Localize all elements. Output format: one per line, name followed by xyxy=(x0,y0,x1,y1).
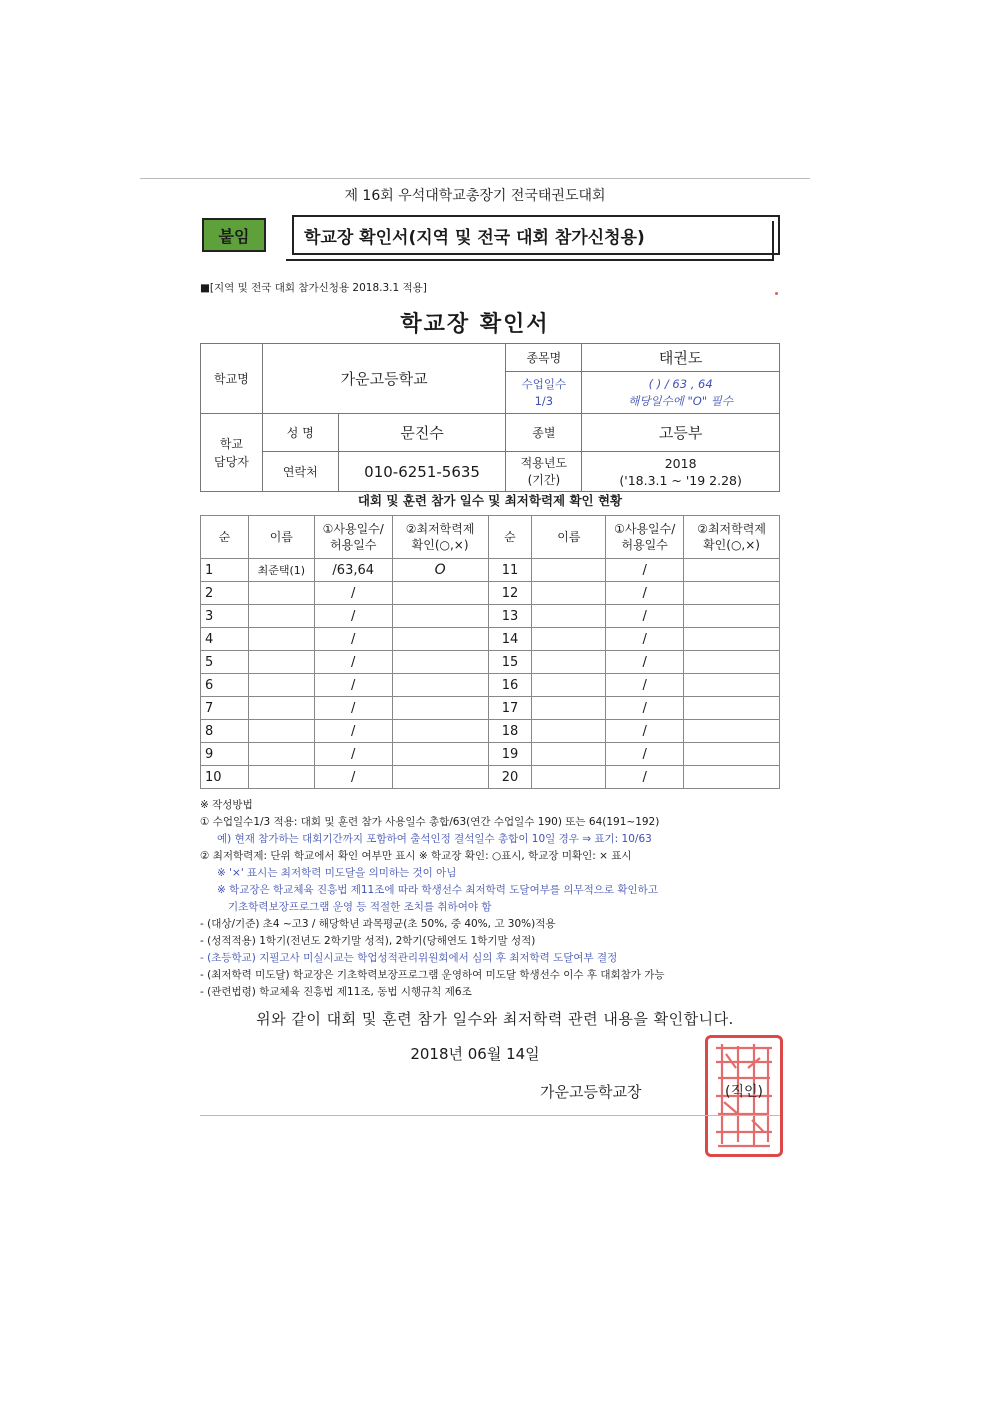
scan-speck xyxy=(775,292,778,295)
instructions xyxy=(200,797,800,1001)
row-check-right xyxy=(684,674,780,697)
participation-table xyxy=(200,515,780,789)
name-value: 문진수 xyxy=(338,414,506,452)
top-rule xyxy=(140,178,810,179)
bottom-rule xyxy=(200,1115,780,1116)
row-number-right: 20 xyxy=(488,766,532,789)
instruction-line: ① 수업일수1/3 적용: 대회 및 훈련 참가 사용일수 총합/63(연간 수업일수 190) 또는 64(191~192) xyxy=(200,816,660,828)
event-title: 제 16회 우석대학교총장기 전국태권도대회 xyxy=(344,188,606,204)
applicability-note: ■[지역 및 전국 대회 참가신청용 2018.3.1 적용] xyxy=(200,282,427,294)
name-label: 성 명 xyxy=(262,414,338,452)
row-number: 10 xyxy=(201,766,249,789)
row-check-right xyxy=(684,605,780,628)
form-heading xyxy=(292,215,780,255)
table-header-row xyxy=(201,516,780,559)
row-days-right: / xyxy=(606,766,684,789)
row-name xyxy=(248,582,314,605)
table-row xyxy=(201,743,780,766)
form-heading-text: 학교장 확인서(지역 및 전국 대회 참가신청용) xyxy=(304,227,645,248)
row-days: / xyxy=(314,720,392,743)
row-name-right xyxy=(532,697,606,720)
row-check xyxy=(392,766,488,789)
row-number-right: 17 xyxy=(488,697,532,720)
row-days: / xyxy=(314,628,392,651)
row-check-right xyxy=(684,628,780,651)
row-days-right: / xyxy=(606,674,684,697)
attendance-cell xyxy=(582,372,780,414)
row-name-right xyxy=(532,559,606,582)
table-row xyxy=(201,720,780,743)
row-number: 5 xyxy=(201,651,249,674)
instructions-title: ※ 작성방법 xyxy=(200,799,253,811)
instruction-line: - (최저학력 미도달) 학교장은 기초학력보장프로그램 운영하여 미도달 학생선수 이수 후 대회참가 가능 xyxy=(200,969,665,981)
row-check-right xyxy=(684,697,780,720)
scanned-document xyxy=(140,175,810,1165)
row-check-right xyxy=(684,582,780,605)
table-row xyxy=(201,628,780,651)
school-label: 학교명 xyxy=(201,344,263,414)
row-name-right xyxy=(532,605,606,628)
row-check xyxy=(392,697,488,720)
row-name-right xyxy=(532,743,606,766)
row-number-right: 12 xyxy=(488,582,532,605)
principal-name: 가운고등학교장 xyxy=(540,1083,642,1101)
row-check xyxy=(392,651,488,674)
row-check-right xyxy=(684,651,780,674)
row-days: /63,64 xyxy=(314,559,392,582)
row-name xyxy=(248,743,314,766)
table-row xyxy=(201,651,780,674)
table-row xyxy=(201,697,780,720)
info-table xyxy=(200,343,780,492)
row-number: 9 xyxy=(201,743,249,766)
row-number-right: 14 xyxy=(488,628,532,651)
row-number-right: 19 xyxy=(488,743,532,766)
col-check: ②최저학력제 확인(○,×) xyxy=(392,516,488,559)
col-no-right: 순 xyxy=(488,516,532,559)
phone-label: 연락처 xyxy=(262,452,338,492)
row-number: 1 xyxy=(201,559,249,582)
table-row xyxy=(201,582,780,605)
row-days: / xyxy=(314,697,392,720)
period-label: 적용년도 (기간) xyxy=(506,452,582,492)
row-name xyxy=(248,628,314,651)
sport-value: 태권도 xyxy=(582,344,780,372)
row-number: 4 xyxy=(201,628,249,651)
seal-mark-text: (직인) xyxy=(725,1084,763,1100)
sport-label: 종목명 xyxy=(506,344,582,372)
attendance-label: 수업일수 1/3 xyxy=(506,372,582,414)
row-check xyxy=(392,628,488,651)
col-no: 순 xyxy=(201,516,249,559)
row-days: / xyxy=(314,674,392,697)
instruction-line: - (성적적용) 1학기(전년도 2학기말 성적), 2학기(당해연도 1학기말 성적) xyxy=(200,935,536,947)
row-name xyxy=(248,605,314,628)
row-check-right xyxy=(684,743,780,766)
row-check xyxy=(392,674,488,697)
division-value: 고등부 xyxy=(582,414,780,452)
col-check-right: ②최저학력제 확인(○,×) xyxy=(684,516,780,559)
row-days: / xyxy=(314,605,392,628)
division-label: 종별 xyxy=(506,414,582,452)
row-days-right: / xyxy=(606,720,684,743)
instruction-line: ※ '×' 표시는 최저학력 미도달을 의미하는 것이 아님 xyxy=(217,867,457,879)
row-name xyxy=(248,766,314,789)
instruction-line: ② 최저학력제: 단위 학교에서 확인 여부만 표시 ※ 학교장 확인: ○표시, 학교장 미확인: × 표시 xyxy=(200,850,632,862)
row-number: 7 xyxy=(201,697,249,720)
row-check-right xyxy=(684,766,780,789)
row-name-right xyxy=(532,766,606,789)
row-name xyxy=(248,697,314,720)
table-row xyxy=(201,766,780,789)
row-days: / xyxy=(314,582,392,605)
col-days: ①사용일수/ 허용일수 xyxy=(314,516,392,559)
contact-label: 학교 담당자 xyxy=(201,414,263,492)
row-check-right xyxy=(684,559,780,582)
instruction-line: 기초학력보장프로그램 운영 등 적절한 조치를 취하여야 함 xyxy=(228,901,492,913)
instruction-line: - (관련법령) 학교체육 진흥법 제11조, 동법 시행규칙 제6조 xyxy=(200,986,472,998)
phone-value: 010-6251-5635 xyxy=(338,452,506,492)
row-name-right xyxy=(532,651,606,674)
row-days-right: / xyxy=(606,582,684,605)
row-check xyxy=(392,582,488,605)
table-row xyxy=(201,559,780,582)
instruction-line: 예) 현재 참가하는 대회기간까지 포함하여 출석인정 결석일수 총합이 10일 경우 ⇒ 표기: 10/63 xyxy=(217,833,652,845)
instruction-line: ※ 학교장은 학교체육 진흥법 제11조에 따라 학생선수 최저학력 도달여부를 의무적으로 확인하고 xyxy=(217,884,658,896)
col-days-right: ①사용일수/ 허용일수 xyxy=(606,516,684,559)
row-days: / xyxy=(314,651,392,674)
section-title: 대회 및 훈련 참가 일수 및 최저학력제 확인 현황 xyxy=(357,493,623,508)
row-number-right: 18 xyxy=(488,720,532,743)
row-number: 3 xyxy=(201,605,249,628)
col-name-right: 이름 xyxy=(532,516,606,559)
row-days-right: / xyxy=(606,651,684,674)
attendance-value: ( ) / 63 , 64 xyxy=(648,376,713,391)
row-check-right xyxy=(684,720,780,743)
attachment-tag: 붙임 xyxy=(202,218,266,252)
period-year: 2018 xyxy=(664,455,697,471)
table-row xyxy=(201,674,780,697)
row-number-right: 13 xyxy=(488,605,532,628)
row-check xyxy=(392,743,488,766)
period-cell xyxy=(582,452,780,492)
row-days-right: / xyxy=(606,628,684,651)
row-name: 최준택(1) xyxy=(248,559,314,582)
row-number-right: 16 xyxy=(488,674,532,697)
instruction-line: - (대상/기준) 초4 ~고3 / 해당학년 과목평균(초 50%, 중 40%, 고 30%)적용 xyxy=(200,918,556,930)
confirmation-statement: 위와 같이 대회 및 훈련 참가 일수와 최저학력 관련 내용을 확인합니다. xyxy=(256,1010,734,1028)
row-number-right: 15 xyxy=(488,651,532,674)
row-name xyxy=(248,674,314,697)
row-name xyxy=(248,720,314,743)
row-check xyxy=(392,720,488,743)
attendance-note: 해당일수에 "O" 필수 xyxy=(628,393,733,408)
row-name-right xyxy=(532,628,606,651)
row-days-right: / xyxy=(606,559,684,582)
issue-date: 2018년 06월 14일 xyxy=(410,1045,540,1063)
row-number: 2 xyxy=(201,582,249,605)
row-check xyxy=(392,605,488,628)
row-number: 6 xyxy=(201,674,249,697)
row-days-right: / xyxy=(606,605,684,628)
period-range: ('18.3.1 ~ '19 2.28) xyxy=(619,472,742,488)
row-days: / xyxy=(314,766,392,789)
instruction-line: - (초등학교) 지필고사 미실시교는 학업성적관리위원회에서 심의 후 최저학력 도달여부 결정 xyxy=(200,952,618,964)
row-days-right: / xyxy=(606,697,684,720)
table-row xyxy=(201,605,780,628)
school-value: 가운고등학교 xyxy=(262,344,506,414)
row-name-right xyxy=(532,720,606,743)
row-check: O xyxy=(392,559,488,582)
row-days: / xyxy=(314,743,392,766)
row-days-right: / xyxy=(606,743,684,766)
row-number-right: 11 xyxy=(488,559,532,582)
row-name xyxy=(248,651,314,674)
row-name-right xyxy=(532,674,606,697)
document-title: 학교장 확인서 xyxy=(400,312,550,337)
col-name: 이름 xyxy=(248,516,314,559)
row-number: 8 xyxy=(201,720,249,743)
row-name-right xyxy=(532,582,606,605)
